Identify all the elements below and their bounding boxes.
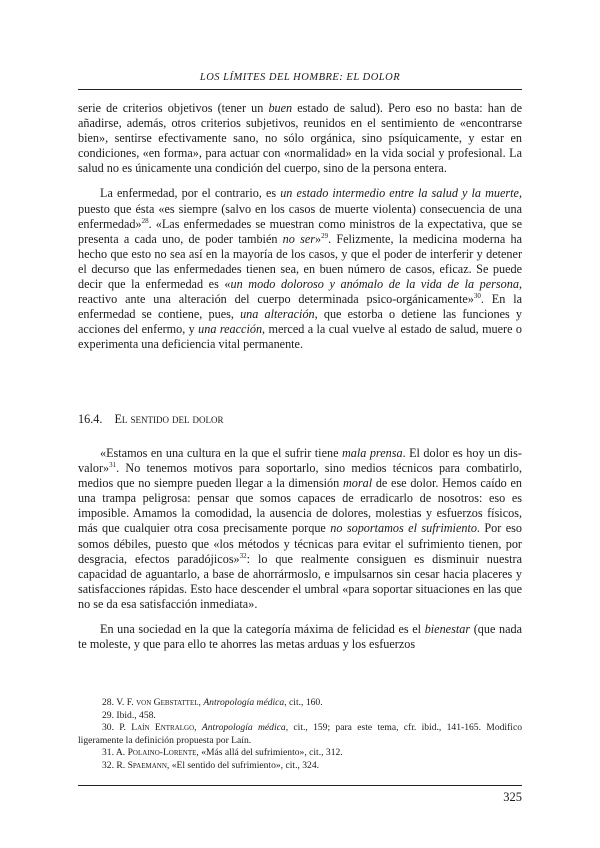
text-run: de ese dolor. Hemos caído en una trampa peligrosa: pensar que somos capaces de erradicarlo de nosotros: eso es imposible. Amamos la comodidad, la ausencia de dolores, molestias y esfuerzos físicos, más que cualquier otra cosa precisamente porque	[78, 476, 522, 536]
text-run: . No tenemos motivos para soportarlo, sino medios técnicos para combatirlo, medios que no siempre pueden llegar a la dimensión	[78, 461, 522, 491]
text-run: 30. P.	[102, 722, 132, 734]
text-run: Polaino-Lorente	[127, 747, 197, 759]
text-run: ,	[194, 722, 202, 734]
text-run: , merced a la cual vuelve al estado de salud, muere o experimenta una deficiencia vital permanente.	[78, 322, 523, 352]
footnote	[78, 697, 522, 710]
text-run: . El dolor es hoy un dis-valor»	[78, 446, 522, 476]
footer-rule	[78, 785, 522, 786]
text-run: . En la enfermedad se contiene, pues,	[78, 292, 522, 322]
paragraph	[78, 101, 522, 176]
emphasis: moral	[342, 476, 373, 491]
text-run: Laín Entralgo	[131, 722, 195, 734]
page-number: 325	[503, 790, 522, 804]
text-run: »	[314, 231, 322, 246]
text-run: , reactivo ante una alteración del cuerpo determinada psico-orgánicamente»	[78, 277, 522, 307]
text-run: estado de salud). Pero eso no basta: han de añadirse, además, otros criterios subjetivos, reunidos en el sentimiento de «encontrarse bien», sentirse efectivamente sano, no sólo orgánica, sino psíquicamente, y estar en condiciones, «en forma», para actuar con «normalidad» en la vida social y profesional. La salud no es únicamente una condición del cuerpo, sino de la persona entera.	[78, 101, 522, 176]
emphasis: mala prensa	[341, 446, 403, 460]
footnote	[78, 747, 522, 760]
paragraph	[78, 446, 522, 612]
footnotes	[78, 697, 522, 773]
text-run: 28. V. F.	[102, 697, 137, 708]
text-run: Spaemann	[127, 759, 167, 771]
footnote-ref: 31	[109, 461, 117, 470]
header-rule	[78, 89, 522, 90]
body-text-bottom	[78, 446, 522, 652]
text-run: von Gebstattel	[136, 697, 199, 708]
text-run: serie de criterios objetivos (tener un	[78, 101, 269, 115]
emphasis: Antropología médica	[201, 722, 286, 734]
footnote	[78, 710, 522, 723]
text-run: 32. R.	[102, 759, 128, 771]
text-run: : lo que realmente consiguen es disminuir nuestra capacidad de aguantarlo, a base de ahorrármoslo, e impulsarnos sin cesar hacia placeres y satisfacciones rápidas. Esto hace descender el umbral «para soportar situaciones en las que no se da esa satisfacción inmediata».	[78, 551, 522, 611]
emphasis: Antropología médica	[203, 697, 285, 708]
text-run: . Por eso somos débiles, puesto que «los métodos y técnicas para evitar el sufrimiento tienen, por desgracia, efectos paradójicos»	[78, 521, 522, 566]
emphasis: bienestar	[424, 622, 471, 637]
footnote-ref: 29	[321, 231, 329, 240]
emphasis: una alteración	[240, 307, 315, 322]
section-heading	[78, 412, 224, 427]
text-run: , cit., 159; para este tema, cfr. ibid., 141-165. Modifico ligeramente la definición propuesta por Laín.	[78, 722, 522, 746]
text-run: , «El sentido del sufrimiento», cit., 324.	[166, 759, 320, 771]
emphasis: no ser	[282, 231, 315, 246]
footnote	[78, 722, 522, 747]
text-run: , cit., 160.	[284, 697, 323, 708]
emphasis: un estado intermedio entre la salud y la muerte	[280, 186, 519, 201]
footnote-ref: 32	[239, 551, 247, 560]
text-run: La enfermedad, por el contrario, es	[100, 186, 281, 201]
section-title: El sentido del dolor	[114, 412, 224, 426]
emphasis: un modo doloroso y anómalo de la vida de la persona	[230, 277, 519, 292]
text-run: En una sociedad en la que la categoría máxima de felicidad es el	[100, 622, 425, 637]
text-run: (que nada te moleste, y que para ello te ahorres las metas arduas y los esfuerzos	[78, 622, 522, 652]
section-number: 16.4.	[78, 412, 103, 426]
text-run: , puesto que ésta «es siempre (salvo en los casos de muerte violenta) consecuencia de una enfermedad»	[78, 186, 522, 231]
footnote-ref: 28	[141, 216, 149, 225]
text-run: 29. Ibid., 458.	[102, 709, 156, 721]
emphasis: buen	[268, 101, 293, 115]
footnote	[78, 760, 522, 773]
paragraph	[78, 622, 522, 652]
text-run: , «Más allá del sufrimiento», cit., 312.	[196, 747, 343, 759]
emphasis: una reacción	[198, 322, 263, 337]
running-head: LOS LÍMITES DEL HOMBRE: EL DOLOR	[199, 72, 401, 83]
text-run: . «Las enfermedades se muestran como ministros de la expectativa, que se presenta a cada uno, de poder también	[78, 216, 522, 246]
text-run: ,	[198, 697, 204, 708]
text-run: , que estorba o detiene las funciones y acciones del enfermo, y	[78, 307, 522, 337]
paragraph	[78, 186, 522, 352]
text-run: 31. A.	[102, 747, 128, 759]
footnote-ref: 30	[473, 292, 481, 301]
text-run: . Felizmente, la medicina moderna ha hecho que esto no sea así en la mayoría de los casos, y que el poder de interferir y detener el decurso que las enfermedades tienen sea, en buen número de casos, eficaz. Se puede decir que la enfermedad es «	[78, 231, 522, 292]
emphasis: no soportamos el sufrimiento	[330, 521, 477, 536]
text-run: «Estamos en una cultura en la que el sufrir tiene	[100, 446, 342, 460]
body-text-top	[78, 101, 522, 353]
